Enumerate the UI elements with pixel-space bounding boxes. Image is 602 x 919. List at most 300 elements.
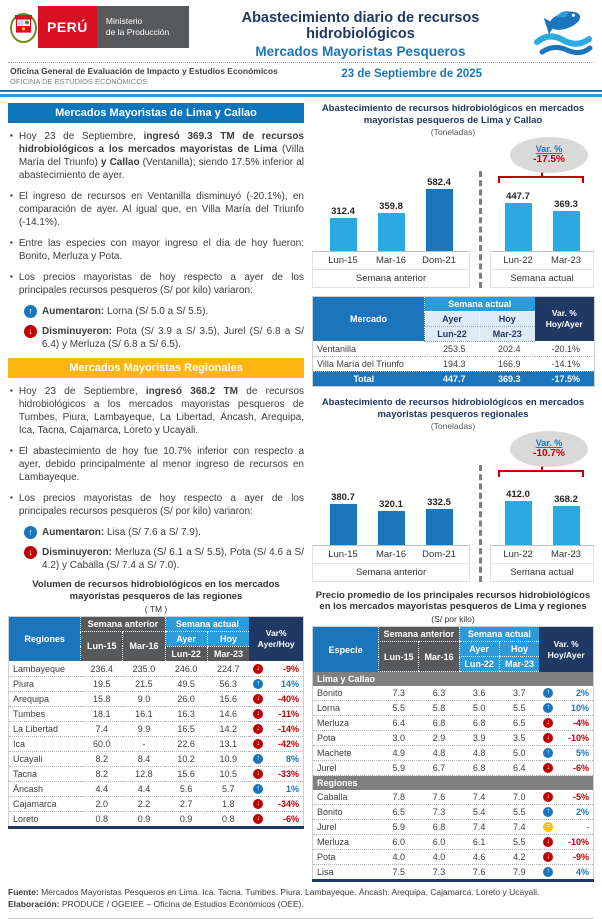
up-arrow-icon: ↑ [543, 688, 553, 698]
table-row [313, 850, 594, 865]
col-header-var [539, 627, 593, 672]
var-cell: -14.1% [535, 356, 595, 371]
value-cell: 16.1 [123, 706, 165, 721]
right-column [312, 103, 594, 882]
section-row [313, 776, 594, 791]
table-row [313, 805, 594, 820]
movement-label: Disminuyeron: [42, 547, 113, 558]
value-cell: 6.8 [419, 716, 459, 731]
var-flex [543, 748, 589, 758]
bar-value-label: 368.2 [554, 493, 578, 505]
col-header-var [535, 296, 595, 341]
var-value: -10.7% [533, 448, 565, 459]
price-table [312, 626, 594, 882]
price-movement-item [24, 546, 304, 572]
ministry-line1: Ministerio [105, 16, 143, 27]
species-name: Jurel [313, 820, 379, 835]
region-name: Tumbes [9, 706, 81, 721]
col-header-lun15: Lun-15 [379, 642, 419, 672]
var-flex [543, 763, 589, 773]
text-segment: Entre las especies con mayor ingreso el día de hoy fueron: Bonito, Merluza y Pota. [18, 238, 304, 262]
bullet-square-icon: ▪ [10, 131, 13, 140]
var-cell [539, 820, 593, 835]
var-cell [249, 766, 303, 781]
value-cell: 16.3 [165, 706, 207, 721]
col-header-hoy: Hoy [480, 311, 535, 326]
value-cell: 1.8 [207, 796, 249, 811]
up-arrow-icon: ↑ [253, 679, 263, 689]
var-flex [253, 754, 299, 764]
value-cell: 224.7 [207, 661, 249, 676]
value-cell: 2.2 [123, 796, 165, 811]
text-segment: Los precios mayoristas de hoy respecto a ayer de los principales recursos pesqueros (S/ por kilo) variaron: [18, 493, 304, 517]
down-arrow-icon: ↓ [543, 792, 553, 802]
bar-column [415, 177, 463, 251]
value-cell: 6.4 [499, 761, 539, 776]
week-divider-line [479, 465, 482, 582]
week-group-label: Semana anterior [355, 566, 427, 578]
axis-box [312, 251, 470, 288]
bullet-text [19, 271, 304, 297]
chart-group-anterior [312, 465, 470, 582]
value-cell: 6.4 [379, 716, 419, 731]
axis-tick-label: Lun-22 [503, 548, 533, 560]
table-row [9, 676, 304, 691]
bullet-item [10, 271, 304, 297]
var-percent: -14% [277, 723, 299, 734]
bullet-text [19, 445, 304, 484]
bullet-square-icon: ▪ [10, 386, 13, 395]
produce-logo [8, 6, 189, 48]
tick-row [491, 252, 593, 270]
elaboracion-line [8, 899, 594, 911]
var-percent: - [586, 822, 589, 833]
axis-tick-label: Lun-22 [503, 254, 533, 266]
bar-column [319, 206, 367, 251]
region-name: Piura [9, 676, 81, 691]
week-group-label: Semana actual [510, 272, 574, 284]
bullet-item [10, 237, 304, 263]
value-cell: 6.5 [379, 805, 419, 820]
bullet-square-icon: ▪ [10, 446, 13, 455]
col-header-lun22: Lun-22 [459, 657, 499, 672]
value-cell: 5.5 [499, 835, 539, 850]
text-segment: (Ventanilla); siendo 17.5% inferior al abastecimiento de ayer. [18, 157, 304, 181]
same-arrow-icon: = [543, 822, 553, 832]
table-row [313, 761, 594, 776]
bar-column [494, 489, 542, 545]
var-percent: -5% [572, 792, 589, 803]
value-cell: 60.0 [81, 736, 123, 751]
value-cell: 4.0 [419, 850, 459, 865]
value-cell: 3.9 [459, 731, 499, 746]
chart-group-actual [490, 465, 594, 582]
value-cell: 7.4 [459, 820, 499, 835]
species-name: Machete [313, 746, 379, 761]
down-arrow-icon: ↓ [543, 733, 553, 743]
var-percent: -42% [277, 738, 299, 749]
lima-markets-table [312, 296, 595, 387]
price-movement-item [24, 325, 304, 351]
region-name: Áncash [9, 781, 81, 796]
var-header-line1: Var. % [553, 638, 579, 649]
axis-box [312, 545, 470, 582]
var-cell [539, 790, 593, 805]
var-cell [249, 721, 303, 736]
species-name: Jurel [313, 761, 379, 776]
bar-value-label: 412.0 [506, 488, 530, 500]
price-movement-item [24, 526, 304, 539]
col-header-regiones: Regiones [9, 616, 81, 661]
value-cell: 6.8 [419, 820, 459, 835]
var-cell [539, 701, 593, 716]
movement-label: Disminuyeron: [42, 326, 113, 337]
col-header-lun15: Lun-15 [81, 631, 123, 661]
region-name: Ucayali [9, 751, 81, 766]
regional-section-banner: Mercados Mayoristas Regionales [8, 358, 304, 378]
table-row [313, 701, 594, 716]
var-percent: -4% [572, 718, 589, 729]
bullet-item [10, 190, 304, 229]
regions-volume-table [8, 616, 304, 829]
ministry-line2: de la Producción [105, 27, 170, 37]
bullet-item [10, 130, 304, 182]
col-header-lun22: Lun-22 [165, 646, 207, 661]
value-cell: 235.0 [123, 661, 165, 676]
bar [505, 501, 532, 545]
value-cell: 9.0 [123, 691, 165, 706]
col-header-semana-actual: Semana actual [425, 296, 535, 311]
value-cell: 7.4 [499, 820, 539, 835]
value-cell: 9.9 [123, 721, 165, 736]
bullet-square-icon: ▪ [10, 493, 13, 502]
report-footer [0, 882, 602, 919]
value-cell: 7.4 [81, 721, 123, 736]
bar-column [367, 499, 415, 545]
value-cell: 2.9 [419, 731, 459, 746]
table-row [313, 356, 595, 371]
bar [553, 506, 580, 545]
week-group-label: Semana actual [510, 566, 574, 578]
text-segment: de recursos hidrobiológicos a los mercados mayoristas pesqueros de Tumbes, Piura, Lambayeque, La Libertad, Áncash, Arequipa, Ica, Tacna, Cajamarca, Loreto y Ucayali. [18, 386, 305, 436]
table-row [9, 796, 304, 811]
value-cell: 0.9 [123, 811, 165, 827]
axis-tick-label: Mar-16 [375, 548, 407, 560]
value-cell: 7.4 [459, 790, 499, 805]
var-flex [253, 799, 299, 809]
bullet-square-icon: ▪ [10, 272, 13, 281]
var-cell [539, 835, 593, 850]
left-column [8, 103, 304, 882]
market-name: Villa María del Triunfo [313, 356, 425, 371]
value-cell: 7.3 [419, 865, 459, 881]
var-flex [253, 769, 299, 779]
var-percent: 1% [285, 783, 299, 794]
value-cell: 6.0 [379, 835, 419, 850]
value-cell: 49.5 [165, 676, 207, 691]
col-header-mar16: Mar-16 [419, 642, 459, 672]
section-row [313, 672, 594, 687]
bar-value-label: 359.8 [379, 200, 403, 212]
report-subtitle: Mercados Mayoristas Pesqueros [255, 44, 466, 59]
bar [426, 509, 453, 545]
value-cell: 6.7 [419, 761, 459, 776]
down-arrow-icon: ↓ [253, 814, 263, 824]
bar [378, 213, 405, 251]
axis-box [490, 251, 594, 288]
var-percent: -10% [567, 733, 589, 744]
movement-text: Disminuyeron: Merluza (S/ 6.1 a S/ 5.5), Pota (S/ 4.6 a S/ 4.2) y Caballa (S/ 7.4 a S/ 7.0). [42, 547, 304, 571]
elaboracion-text: PRODUCE / OGEIEE – Oficina de Estudios Económicos (OEE). [59, 899, 304, 910]
regional-chart-unit: (Toneladas) [430, 420, 476, 431]
value-cell: 4.2 [499, 850, 539, 865]
col-header-ayer: Ayer [165, 631, 207, 646]
value-cell: 7.8 [379, 790, 419, 805]
var-percent: 2% [575, 807, 589, 818]
value-cell: 6.0 [419, 835, 459, 850]
var-flex [253, 694, 299, 704]
var-flex [253, 709, 299, 719]
value-cell: 2.7 [165, 796, 207, 811]
text-segment: El abastecimiento de hoy fue 10.7% inferior con respecto a ayer, debido principalmente al menor ingreso de recursos en Lambayeque. [18, 446, 304, 483]
down-arrow-icon: ↓ [253, 799, 263, 809]
value-cell: 3.0 [379, 731, 419, 746]
peru-coat-of-arms-icon [8, 6, 38, 48]
down-arrow-icon: ↓ [543, 837, 553, 847]
bars-row [490, 171, 594, 251]
value-cell: 4.0 [379, 850, 419, 865]
axis-tick-label: Dom-21 [422, 548, 456, 560]
bar [330, 218, 357, 251]
var-header-line1: Var. % [551, 308, 577, 319]
bar-column [494, 191, 542, 251]
down-arrow-icon: ↓ [24, 325, 37, 338]
var-flex [253, 664, 299, 674]
value-cell: 7.9 [499, 865, 539, 881]
region-name: Loreto [9, 811, 81, 827]
text-segment: Los precios mayoristas de hoy respecto a ayer de los principales recursos pesqueros (S/ por kilo) variaron: [18, 272, 304, 296]
up-arrow-icon: ↑ [543, 703, 553, 713]
species-name: Bonito [313, 686, 379, 701]
value-cell: 15.6 [207, 691, 249, 706]
value-cell: 12.8 [123, 766, 165, 781]
var-flex [543, 703, 589, 713]
species-name: Pota [313, 850, 379, 865]
var-percent: 10% [570, 703, 589, 714]
var-flex [543, 688, 589, 698]
value-cell: 0.9 [165, 811, 207, 827]
var-percent: 8% [285, 753, 299, 764]
table-row [9, 721, 304, 736]
price-movement-item [24, 305, 304, 318]
fuente-text: Mercados Mayoristas Pesqueros en Lima. Ica. Tacna. Tumbes. Piura. Lambayeque. Áncash. Arequipa. Cajamarca. Loreto y Ucayali. [38, 887, 540, 898]
var-percent: -9% [572, 852, 589, 863]
up-arrow-icon: ↑ [24, 526, 37, 539]
bullet-square-icon: ▪ [10, 191, 13, 200]
text-segment: (Villa María del Triunfo) [18, 144, 304, 168]
value-cell: 7.6 [459, 865, 499, 881]
regional-chart-plot [312, 433, 594, 582]
value-cell: 5.0 [499, 746, 539, 761]
value-cell: 10.9 [207, 751, 249, 766]
col-header-semana-actual: Semana actual [165, 616, 249, 631]
var-percent: -10% [567, 837, 589, 848]
col-header-semana-anterior: Semana anterior [81, 616, 165, 631]
main-content [0, 103, 602, 882]
value-cell: 5.0 [459, 701, 499, 716]
var-cell [539, 850, 593, 865]
lima-chart-unit: (Toneladas) [430, 126, 476, 137]
value-cell: 15.8 [81, 691, 123, 706]
var-cell [249, 751, 303, 766]
text-segment: El ingreso de recursos en Ventanilla disminuyó (-20.1%), en comparación de ayer. Al igual que, en Villa María del Triunfo (-14.1%). [18, 191, 304, 228]
header-separator [0, 90, 602, 97]
bar-value-label: 447.7 [506, 190, 530, 202]
var-cell [539, 761, 593, 776]
region-name: Ica [9, 736, 81, 751]
regional-supply-chart [312, 397, 594, 582]
var-percent: -6% [572, 763, 589, 774]
var-flex [253, 784, 299, 794]
bullet-item [10, 445, 304, 484]
bar-value-label: 369.3 [554, 198, 578, 210]
value-cell: 5.5 [499, 805, 539, 820]
regions-table-title: Volumen de recursos hidrobiológicos en los mercados mayoristas pesqueros de las regiones [32, 579, 280, 602]
value-cell: 4.4 [123, 781, 165, 796]
col-header-ayer: Ayer [459, 642, 499, 657]
value-cell: 4.8 [419, 746, 459, 761]
movement-text: Disminuyeron: Pota (S/ 3.9 a S/ 3.5), Jurel (S/ 6.8 a S/ 6.4) y Merluza (S/ 6.8 a S/ 6.5). [42, 326, 304, 350]
col-header-hoy: Hoy [499, 642, 539, 657]
table-row [313, 716, 594, 731]
var-cell [249, 811, 303, 827]
movement-label: Aumentaron: [42, 527, 105, 538]
species-name: Lisa [313, 865, 379, 881]
bar [330, 504, 357, 545]
var-flex [543, 867, 589, 877]
regions-table-unit: ( TM ) [144, 603, 168, 614]
value-cell: 16.5 [165, 721, 207, 736]
var-header-line1: Var% [265, 628, 287, 639]
elaboracion-label: Elaboración: [8, 899, 60, 910]
bar-column [367, 201, 415, 251]
table-row [9, 751, 304, 766]
bars-row [312, 465, 470, 545]
value-cell: 8.2 [81, 766, 123, 781]
section-label: Lima y Callao [313, 672, 594, 687]
table-row [313, 746, 594, 761]
var-flex [253, 814, 299, 824]
value-cell: 369.3 [480, 371, 535, 386]
bullet-text [19, 492, 304, 518]
var-flex [253, 724, 299, 734]
value-cell: 56.3 [207, 676, 249, 691]
species-name: Lorna [313, 701, 379, 716]
region-name: Lambayeque [9, 661, 81, 676]
down-arrow-icon: ↓ [253, 709, 263, 719]
var-flex [543, 733, 589, 743]
chart-group-actual [490, 171, 594, 288]
var-cell: -20.1% [535, 341, 595, 356]
text-segment: y Callao [100, 157, 143, 168]
value-cell: 5.9 [379, 761, 419, 776]
var-cell [539, 746, 593, 761]
table-row [9, 781, 304, 796]
bar-value-label: 312.4 [331, 205, 355, 217]
value-cell: 5.8 [419, 701, 459, 716]
value-cell: 166.9 [480, 356, 535, 371]
value-cell: 202.4 [480, 341, 535, 356]
value-cell: 8.4 [123, 751, 165, 766]
value-cell: 5.9 [379, 820, 419, 835]
bars-row [490, 465, 594, 545]
table-row [313, 865, 594, 881]
var-flex [543, 807, 589, 817]
value-cell: 6.3 [419, 686, 459, 701]
value-cell: 6.8 [459, 761, 499, 776]
regional-chart-var-bubble [510, 431, 588, 467]
col-header-ayer: Ayer [425, 311, 480, 326]
var-header-line2: Hoy/Ayer [547, 649, 585, 660]
var-cell [539, 686, 593, 701]
bullet-text [19, 385, 304, 437]
var-percent: 5% [575, 748, 589, 759]
axis-tick-label: Mar-16 [375, 254, 407, 266]
var-cell [249, 706, 303, 721]
col-header-hoy: Hoy [207, 631, 249, 646]
axis-box [490, 545, 594, 582]
value-cell: 7.6 [419, 790, 459, 805]
axis-tick-label: Dom-21 [422, 254, 456, 266]
var-cell [249, 691, 303, 706]
value-cell: 0.8 [81, 811, 123, 827]
bar [378, 511, 405, 545]
bullet-text [19, 130, 304, 182]
bullet-item [10, 492, 304, 518]
var-percent: -11% [278, 708, 299, 719]
table-row [313, 731, 594, 746]
bar-value-label: 380.7 [331, 491, 355, 503]
movement-text: Aumentaron: Lisa (S/ 7.6 a S/ 7.9). [42, 527, 201, 538]
bar-column [319, 492, 367, 545]
movement-label: Aumentaron: [42, 306, 105, 317]
down-arrow-icon: ↓ [543, 718, 553, 728]
var-bracket [498, 176, 584, 183]
tick-row [491, 546, 593, 564]
value-cell: 22.6 [165, 736, 207, 751]
lima-bullet-list [8, 130, 304, 351]
value-cell: 18.1 [81, 706, 123, 721]
value-cell: 4.6 [459, 850, 499, 865]
text-segment: ingresó 369.3 TM de recursos hidrobiológicos a los mercados mayoristas de Lima [18, 131, 304, 155]
species-name: Merluza [313, 716, 379, 731]
value-cell: 15.6 [165, 766, 207, 781]
value-cell: 10.2 [165, 751, 207, 766]
value-cell: 253.5 [425, 341, 480, 356]
bar-value-label: 582.4 [427, 176, 451, 188]
var-flex [543, 822, 589, 832]
value-cell: 3.5 [499, 731, 539, 746]
species-name: Bonito [313, 805, 379, 820]
var-cell [249, 781, 303, 796]
report-title: Abastecimiento diario de recursos hidrobiológicos [241, 10, 480, 42]
down-arrow-icon: ↓ [543, 852, 553, 862]
bullet-item [10, 385, 304, 437]
table-row [313, 820, 594, 835]
down-arrow-icon: ↓ [253, 769, 263, 779]
office-block [10, 66, 278, 86]
value-cell: 6.8 [459, 716, 499, 731]
